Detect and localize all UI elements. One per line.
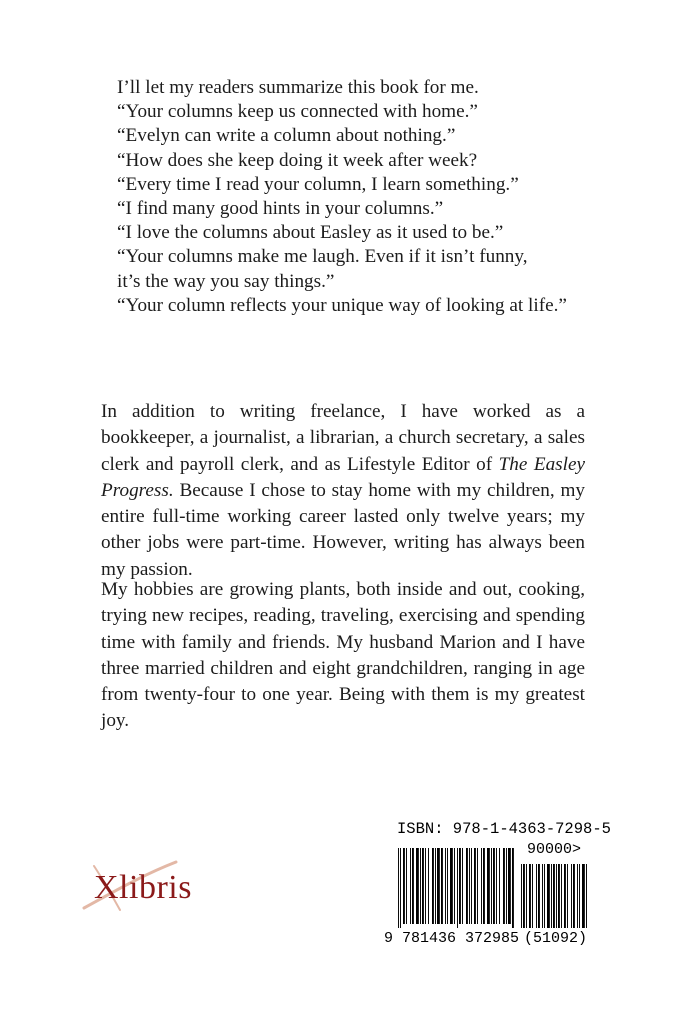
barcode-bar <box>428 848 429 924</box>
isbn-label: ISBN: 978-1-4363-7298-5 <box>397 820 611 838</box>
barcode-bar <box>582 864 585 928</box>
barcode-bar <box>487 848 490 924</box>
barcode-bar <box>447 848 448 924</box>
barcode-bar <box>477 848 478 924</box>
bio-paragraph-career <box>101 399 585 583</box>
barcode-bar <box>406 848 407 924</box>
barcode-bar <box>474 848 476 924</box>
barcode-bar <box>422 848 424 924</box>
barcode-bar <box>532 864 533 928</box>
barcode-bar <box>523 864 525 928</box>
quote-line: I’ll let my readers summarize this book for me. <box>117 77 479 98</box>
barcode-bar <box>432 848 434 924</box>
barcode-bar <box>512 848 514 928</box>
quote-line: it’s the way you say things.” <box>117 270 335 292</box>
barcode-bar <box>410 848 411 924</box>
barcode-bar <box>506 848 507 924</box>
barcode-bar <box>499 848 500 924</box>
barcode-bar <box>471 848 472 924</box>
barcode-bar <box>571 864 572 928</box>
barcode-bar <box>454 848 455 924</box>
barcode-bar <box>491 848 492 924</box>
barcode-bar <box>573 864 575 928</box>
barcode-bar <box>544 864 545 928</box>
barcode-bar <box>416 848 419 924</box>
barcode-bar <box>435 848 436 924</box>
bio-career-text: In addition to writing freelance, I have worked as a bookkeeper, a journalist, a librarian, a church secretary, a sales clerk and payroll clerk, and as Lifestyle Editor of <box>101 401 585 475</box>
barcode-bar <box>542 864 543 928</box>
barcode-bar <box>425 848 426 924</box>
barcode-bar <box>526 864 527 928</box>
quote-line: “How does she keep doing it week after week? <box>117 149 478 171</box>
barcode-bar <box>508 848 511 924</box>
barcode-bar <box>450 848 453 924</box>
barcode-digits: 9 781436 372985 <box>384 930 520 947</box>
quote-line: “I love the columns about Easley as it used to be.” <box>117 222 504 244</box>
barcode-bar <box>536 864 537 928</box>
barcode-bar <box>445 848 446 924</box>
barcode-bar <box>556 864 557 928</box>
quote-line: “Your column reflects your unique way of looking at life.” <box>117 294 567 316</box>
barcode-bar <box>412 848 414 924</box>
barcode-bar <box>483 848 485 924</box>
quote-line: “I find many good hints in your columns.” <box>117 198 444 220</box>
publisher-logo-text: Xlibris <box>94 869 192 906</box>
barcode-bar <box>462 848 463 924</box>
barcode-bar <box>577 864 578 928</box>
barcode-bar <box>538 864 540 928</box>
barcode-bar <box>398 848 399 928</box>
barcode-bar <box>437 848 440 924</box>
barcode-bar <box>561 864 562 928</box>
barcode-bar <box>503 848 505 924</box>
barcode-bar <box>400 848 401 928</box>
quote-line: “Your columns make me laugh. Even if it isn’t funny, <box>117 246 528 268</box>
barcode-bar <box>521 864 522 928</box>
reader-quotes <box>117 76 637 318</box>
barcode-bar <box>547 864 550 928</box>
addon-price-code: (51092) <box>524 930 588 947</box>
barcode-bar <box>579 864 580 928</box>
barcode-bar <box>586 864 587 928</box>
barcode-bar <box>529 864 531 928</box>
ean-barcode <box>398 848 516 928</box>
barcode-bar <box>441 848 443 924</box>
barcode-bar <box>481 848 482 924</box>
barcode-bar <box>551 864 552 928</box>
addon-code: 90000> <box>527 841 582 858</box>
barcode-bar <box>558 864 560 928</box>
quote-line: “Your columns keep us connected with home.” <box>117 101 478 123</box>
newspaper-title: The Easley Progress. <box>101 453 585 501</box>
barcode-bar <box>403 848 405 924</box>
bio-paragraph-hobbies: My hobbies are growing plants, both inside and out, cooking, trying new recipes, reading, traveling, exercising and spending time with family and friends. My husband Marion and I have three married children and eight grandchildren, ranging in age from twenty-four to one year. Being with them is my greatest joy. <box>101 579 585 732</box>
barcode-bar <box>496 848 497 924</box>
barcode-bar <box>420 848 421 924</box>
publisher-logo <box>80 858 210 914</box>
barcode-bar <box>567 864 568 928</box>
barcode-bar <box>564 864 566 928</box>
bio-career-text-end: Because I chose to stay home with my children, my entire full-time working career lasted only twelve years; my other jobs were part-time. However, writing has always been my passion. <box>101 479 585 580</box>
barcode-bar <box>457 848 458 928</box>
quote-line: “Evelyn can write a column about nothing.” <box>117 125 456 147</box>
barcode-bar <box>459 848 461 924</box>
barcode-bar <box>493 848 495 924</box>
quote-line: “Every time I read your column, I learn something.” <box>117 173 519 195</box>
barcode-bar <box>553 864 555 928</box>
barcode-bar <box>469 848 470 924</box>
barcode-bar <box>466 848 468 924</box>
addon-barcode <box>521 864 588 928</box>
